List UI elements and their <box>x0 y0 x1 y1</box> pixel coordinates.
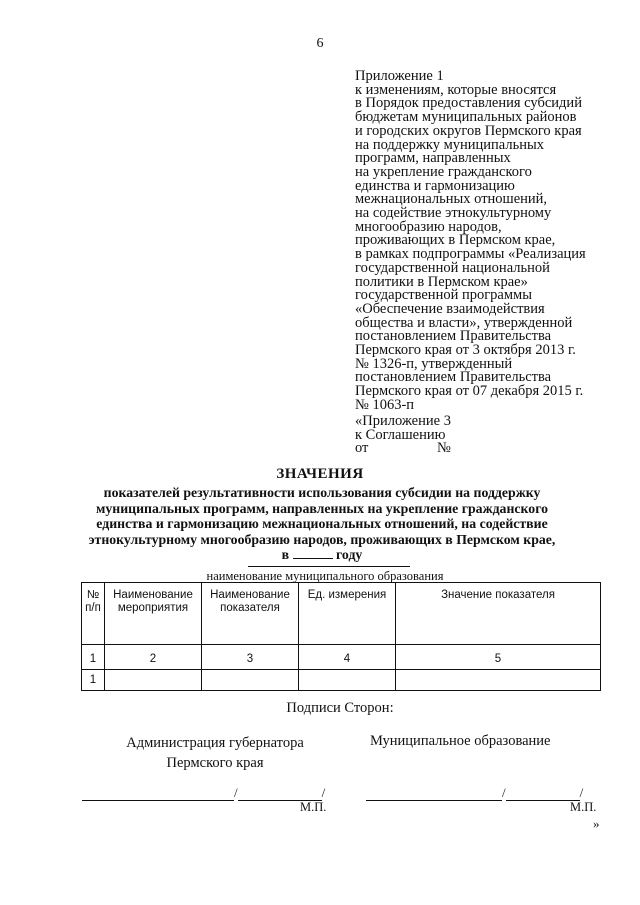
appendix-line: к изменениям, которые вносятся <box>355 81 557 98</box>
table-numbering-row <box>82 645 601 670</box>
appendix-line: государственной программы <box>355 287 532 304</box>
appendix-line: Пермского края от 3 октября 2013 г. <box>355 342 576 359</box>
page-number: 6 <box>316 36 324 51</box>
municipality-blank-line <box>248 566 410 567</box>
table-cell: 1 <box>82 670 105 691</box>
appendix-line: на укрепление гражданского <box>355 163 532 180</box>
appendix-line: и городских округов Пермского края <box>355 122 582 139</box>
annex-date-row <box>355 442 451 456</box>
signature-blank <box>82 788 234 801</box>
appendix-line: проживающих в Пермском крае, <box>355 232 556 249</box>
header-indicator: Наименование показателя <box>202 583 299 645</box>
table-cell: 3 <box>202 645 299 670</box>
header-unit: Ед. измерения <box>299 583 396 645</box>
appendix-line: единства и гармонизацию <box>355 177 515 194</box>
party-left-line: Администрация губернатора <box>126 735 304 751</box>
table-cell <box>202 670 299 691</box>
signature-line-right: / / <box>366 785 583 801</box>
year-prefix: в <box>281 547 290 562</box>
name-blank <box>506 788 580 801</box>
header-event: Наименование мероприятия <box>105 583 202 645</box>
appendix-line: постановлением Правительства <box>355 328 552 345</box>
municipality-caption: наименование муниципального образования <box>206 569 444 583</box>
document-title: ЗНАЧЕНИЯ <box>276 466 364 482</box>
appendix-line: постановлением Правительства <box>355 369 552 386</box>
closing-quote: » <box>593 816 600 831</box>
party-right: Муниципальное образование <box>370 733 551 749</box>
subtitle-line: этнокультурному многообразию народов, проживающих в Пермском крае, <box>88 531 556 547</box>
appendix-line: бюджетам муниципальных районов <box>355 109 577 126</box>
year-blank <box>293 547 333 559</box>
appendix-line: Пермского края от 07 декабря 2015 г. <box>355 383 584 400</box>
appendix-line: межнациональных отношений, <box>355 191 548 208</box>
table-cell <box>299 670 396 691</box>
subtitle-line: показателей результативности использования субсидии на поддержку <box>103 485 541 500</box>
annex-line: к Соглашению <box>355 426 446 443</box>
appendix-line: многообразию народов, <box>355 218 502 235</box>
header-no: № п/п <box>82 583 105 645</box>
table-cell <box>396 670 601 691</box>
signatures-title: Подписи Сторон: <box>286 700 394 716</box>
table-cell: 5 <box>396 645 601 670</box>
appendix-line: в Порядок предоставления субсидий <box>355 95 582 112</box>
stamp-label-right: М.П. <box>570 800 597 814</box>
subtitle-line: муниципальных программ, направленных на укрепление гражданского <box>95 500 549 516</box>
indicators-table <box>81 582 601 691</box>
appendix-line: № 1326-п, утвержденный <box>355 355 513 372</box>
appendix-header <box>355 70 615 413</box>
year-suffix: году <box>336 547 363 562</box>
appendix-line: на содействие этнокультурному <box>355 205 552 222</box>
annex-reference <box>355 415 451 456</box>
appendix-line: в рамках подпрограммы «Реализация <box>355 246 586 263</box>
appendix-line: «Обеспечение взаимодействия <box>355 300 545 317</box>
annex-number-label: № <box>437 440 451 457</box>
annex-from-label: от <box>355 440 369 457</box>
header-value: Значение показателя <box>396 583 601 645</box>
signature-blank <box>366 788 502 801</box>
appendix-line: Приложение 1 <box>355 68 444 84</box>
appendix-line: № 1063-п <box>355 396 415 413</box>
subtitle-line: единства и гармонизацию межнациональных отношений, на содействие <box>96 516 548 531</box>
party-left <box>95 733 335 773</box>
signature-line-left: / / <box>82 785 325 801</box>
table-cell: 2 <box>105 645 202 670</box>
table-cell: 1 <box>82 645 105 670</box>
table-cell <box>105 670 202 691</box>
appendix-line: на поддержку муниципальных <box>355 136 544 153</box>
document-subtitle <box>62 485 582 563</box>
table-cell: 4 <box>299 645 396 670</box>
appendix-line: программ, направленных <box>355 150 511 167</box>
appendix-line: политики в Пермском крае» <box>355 273 528 290</box>
table-header-row <box>82 583 601 645</box>
appendix-line: общества и власти», утвержденной <box>355 314 573 331</box>
stamp-label-left: М.П. <box>300 800 327 814</box>
subtitle-year-line <box>62 547 582 563</box>
annex-line: «Приложение 3 <box>355 413 451 429</box>
appendix-line: государственной национальной <box>355 259 550 276</box>
party-left-line: Пермского края <box>166 755 264 771</box>
table-row <box>82 670 601 691</box>
